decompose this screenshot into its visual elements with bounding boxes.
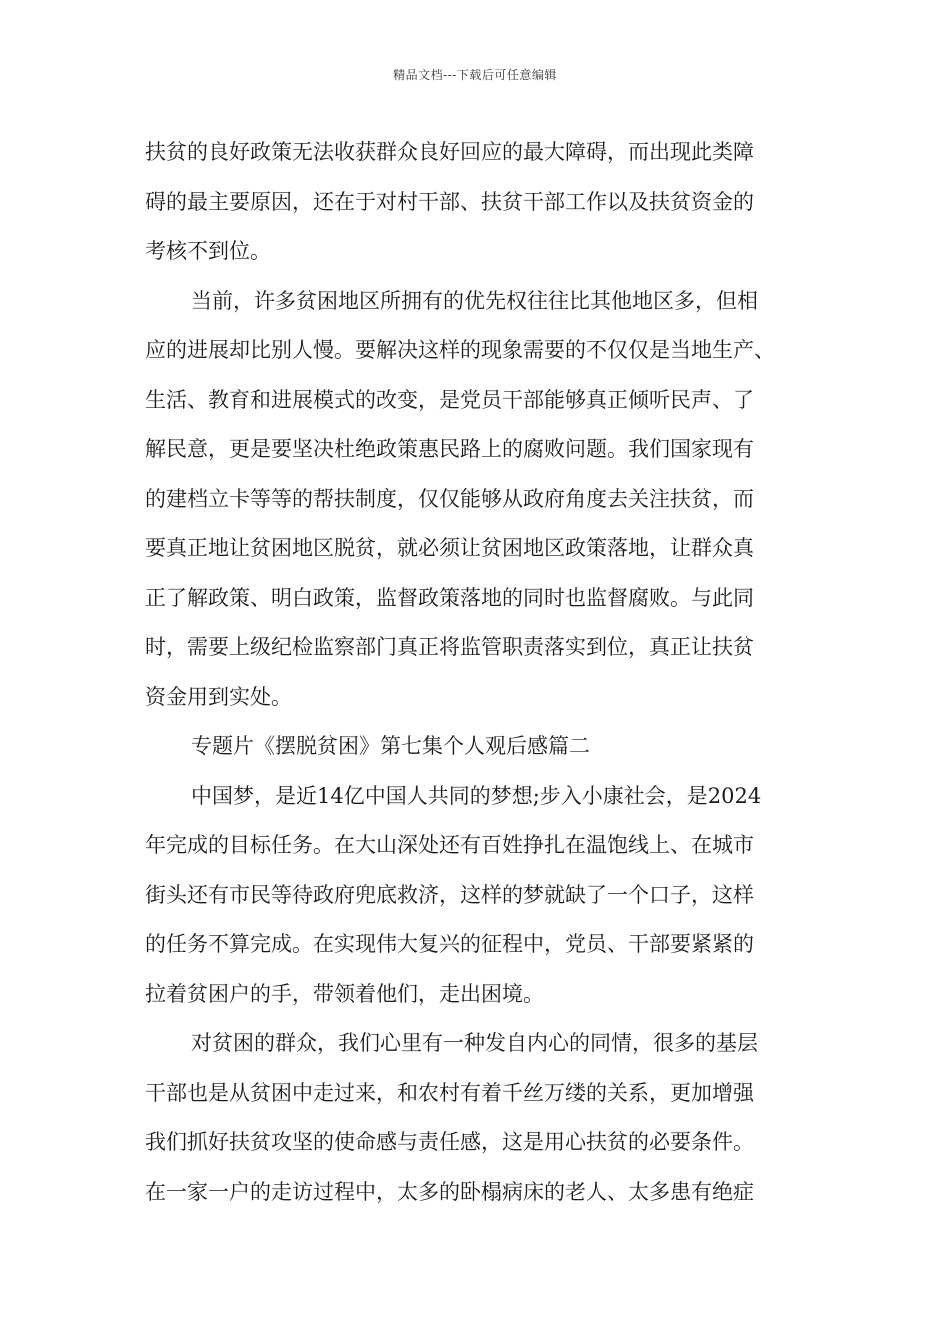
paragraph-first-line: 当前，许多贫困地区所拥有的优先权往往比其他地区多，但相 [191,288,758,313]
page-header: 精品文档---下载后可任意编辑 [393,68,557,82]
paragraph-first-line: 中国梦，是近14亿中国人共同的梦想;步入小康社会，是2024 [191,783,762,808]
text-line: 年完成的目标任务。在大山深处还有百姓挣扎在温饱线上、在城市 [145,833,754,857]
text-line: 解民意，更是要坚决杜绝政策惠民路上的腐败问题。我们国家现有 [145,437,754,461]
text-line: 资金用到实处。 [145,684,292,709]
text-line: 的任务不算完成。在实现伟大复兴的征程中，党员、干部要紧紧的 [145,932,754,956]
text-line: 碍的最主要原因，还在于对村干部、扶贫干部工作以及扶贫资金的 [145,189,754,214]
text-line: 生活、教育和进展模式的改变，是党员干部能够真正倾听民声、了 [145,387,754,412]
document-body [145,128,811,1217]
paragraph-first-line: 对贫困的群众，我们心里有一种发自内心的同情，很多的基层 [191,1031,758,1055]
section-heading: 专题片《摆脱贫困》第七集个人观后感篇二 [191,734,590,758]
text-line: 要真正地让贫困地区脱贫，就必须让贫困地区政策落地，让群众真 [145,536,754,560]
text-line: 考核不到位。 [145,239,271,263]
text-line: 的建档立卡等等的帮扶制度，仅仅能够从政府角度去关注扶贫，而 [145,486,754,511]
text-line: 拉着贫困户的手，带领着他们，走出困境。 [145,981,544,1006]
text-line: 扶贫的良好政策无法收获群众良好回应的最大障碍，而出现此类障 [145,140,754,164]
text-line: 干部也是从贫困中走过来，和农村有着千丝万缕的关系，更加增强 [145,1080,754,1105]
text-line: 我们抓好扶贫攻坚的使命感与责任感，这是用心扶贫的必要条件。 [145,1130,754,1154]
text-line: 街头还有市民等待政府兜底救济，这样的梦就缺了一个口子，这样 [145,882,754,907]
text-line: 时，需要上级纪检监察部门真正将监管职责落实到位，真正让扶贫 [145,635,754,659]
text-line: 在一家一户的走访过程中，太多的卧榻病床的老人、太多患有绝症 [145,1179,754,1204]
text-line: 应的进展却比别人慢。要解决这样的现象需要的不仅仅是当地生产、 [145,338,775,362]
text-line: 正了解政策、明白政策，监督政策落地的同时也监督腐败。与此同 [145,585,754,610]
